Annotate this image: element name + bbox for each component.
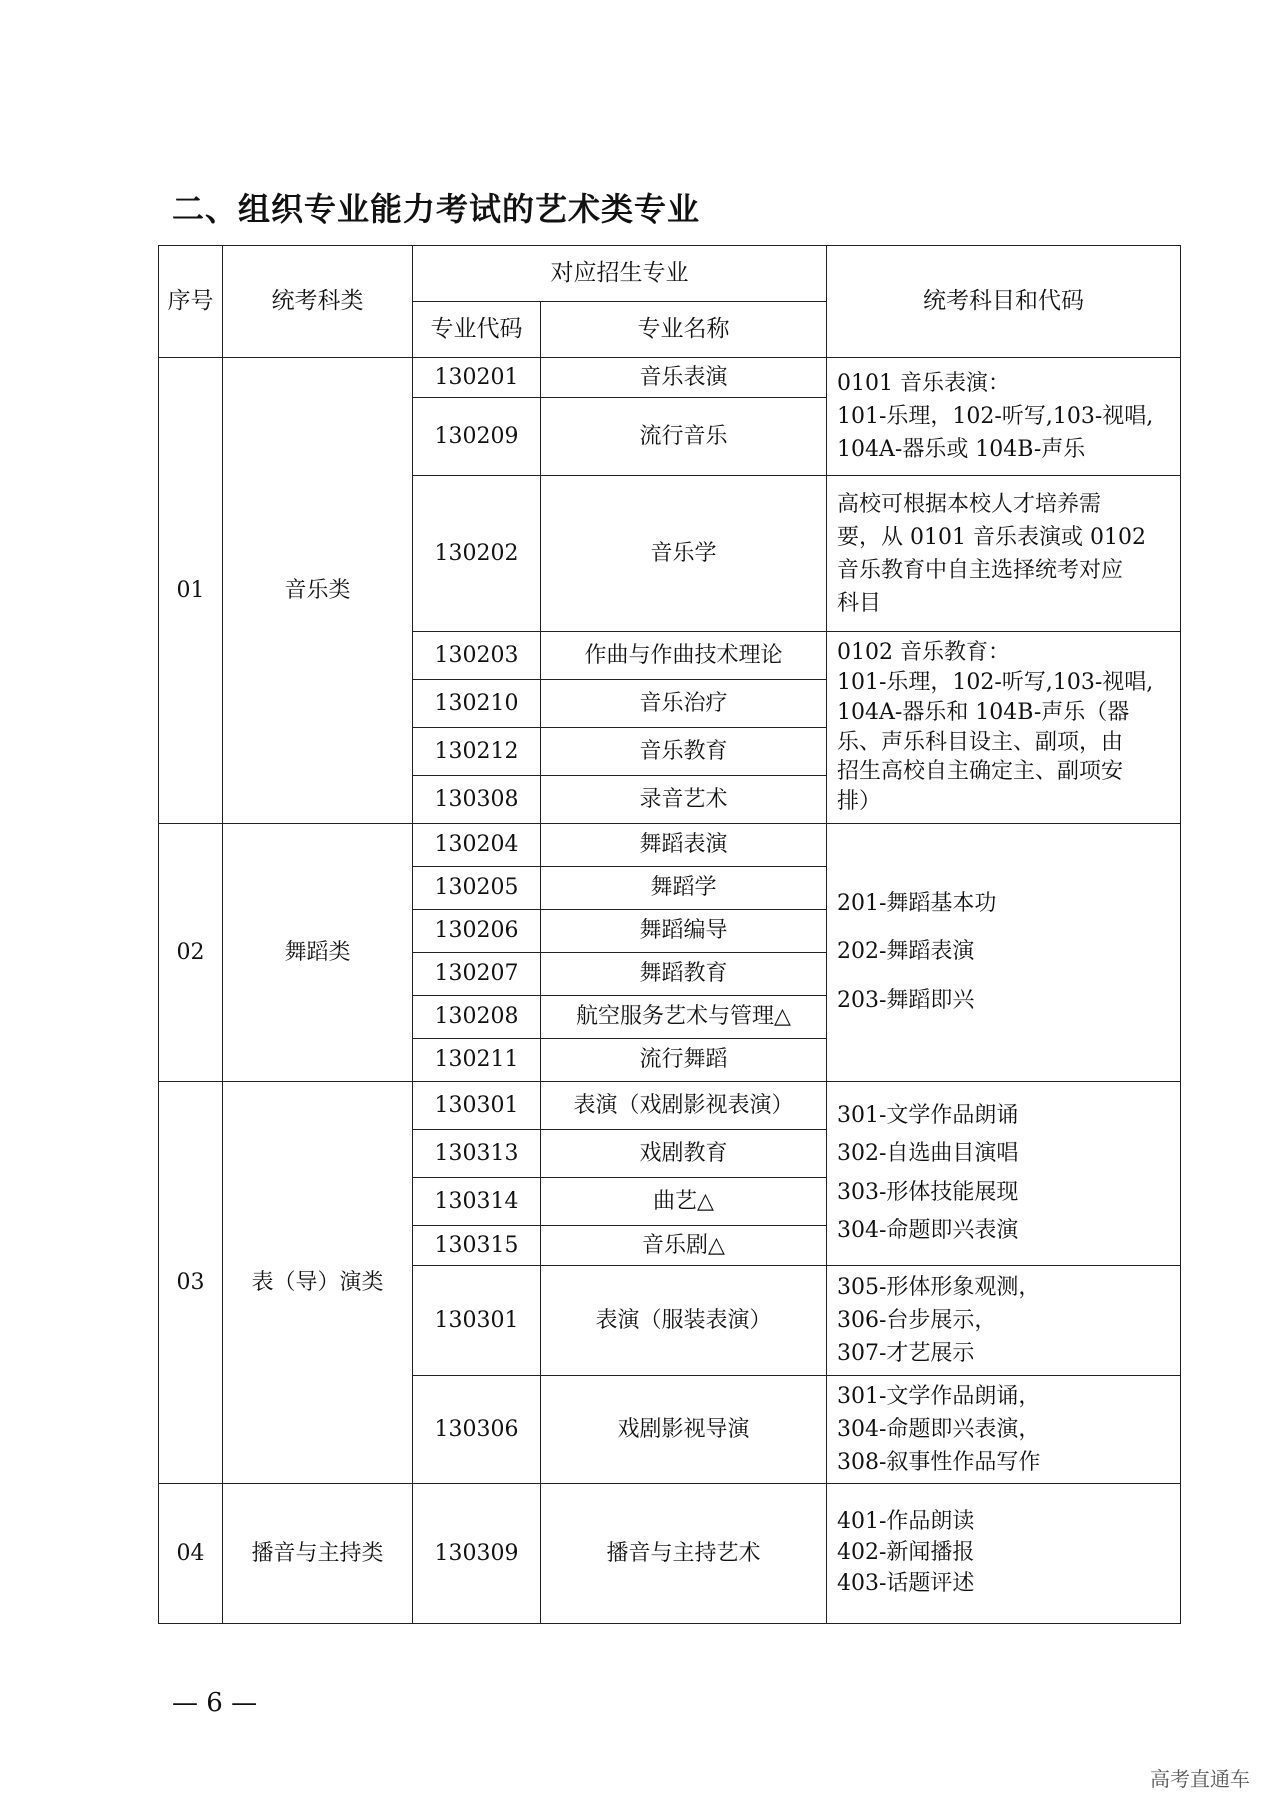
subjects-cell: 301-文学作品朗诵 302-自选曲目演唱 303-形体技能展现 304-命题即兴表演 xyxy=(827,1082,1181,1266)
major-code: 130212 xyxy=(413,728,541,776)
table-row xyxy=(159,1082,1181,1130)
page-number: — 6 — xyxy=(172,1688,258,1718)
category-cell: 播音与主持类 xyxy=(223,1484,413,1624)
major-name: 音乐教育 xyxy=(541,728,827,776)
subjects-cell: 0101 音乐表演： 101-乐理，102-听写,103-视唱, 104A-器乐或 104B-声乐 xyxy=(827,358,1181,476)
major-code: 130208 xyxy=(413,996,541,1039)
major-name: 流行舞蹈 xyxy=(541,1039,827,1082)
major-name: 戏剧影视导演 xyxy=(541,1376,827,1484)
major-code: 130201 xyxy=(413,358,541,398)
major-name: 舞蹈表演 xyxy=(541,824,827,867)
major-name: 录音艺术 xyxy=(541,776,827,824)
major-code: 130203 xyxy=(413,632,541,680)
category-cell: 音乐类 xyxy=(223,358,413,824)
art-majors-table xyxy=(158,245,1181,1624)
header-major-group: 对应招生专业 xyxy=(413,246,827,302)
subjects-cell: 201-舞蹈基本功 202-舞蹈表演 203-舞蹈即兴 xyxy=(827,824,1181,1082)
subjects-cell: 高校可根据本校人才培养需 要，从 0101 音乐表演或 0102 音乐教育中自主选择统考对应 科目 xyxy=(827,476,1181,632)
major-code: 130301 xyxy=(413,1082,541,1130)
major-name: 舞蹈编导 xyxy=(541,910,827,953)
watermark: 高考直通车 xyxy=(1150,1767,1250,1791)
major-code: 130210 xyxy=(413,680,541,728)
major-code: 130313 xyxy=(413,1130,541,1178)
subjects-cell: 0102 音乐教育： 101-乐理，102-听写,103-视唱, 104A-器乐和 104B-声乐（器 乐、声乐科目设主、副项，由 招生高校自主确定主、副项安 排） xyxy=(827,632,1181,824)
category-cell: 舞蹈类 xyxy=(223,824,413,1082)
table-row xyxy=(159,358,1181,398)
major-name: 戏剧教育 xyxy=(541,1130,827,1178)
seq-cell: 03 xyxy=(159,1082,223,1484)
subjects-cell: 301-文学作品朗诵， 304-命题即兴表演， 308-叙事性作品写作 xyxy=(827,1376,1181,1484)
major-code: 130309 xyxy=(413,1484,541,1624)
major-code: 130314 xyxy=(413,1178,541,1226)
major-name: 曲艺△ xyxy=(541,1178,827,1226)
seq-cell: 04 xyxy=(159,1484,223,1624)
major-code: 130202 xyxy=(413,476,541,632)
major-code: 130204 xyxy=(413,824,541,867)
major-code: 130205 xyxy=(413,867,541,910)
category-cell: 表（导）演类 xyxy=(223,1082,413,1484)
major-code: 130207 xyxy=(413,953,541,996)
major-code: 130306 xyxy=(413,1376,541,1484)
subjects-cell: 305-形体形象观测， 306-台步展示， 307-才艺展示 xyxy=(827,1266,1181,1376)
major-code: 130206 xyxy=(413,910,541,953)
major-name: 作曲与作曲技术理论 xyxy=(541,632,827,680)
major-code: 130301 xyxy=(413,1266,541,1376)
major-name: 舞蹈教育 xyxy=(541,953,827,996)
header-subjects: 统考科目和代码 xyxy=(827,246,1181,358)
seq-cell: 01 xyxy=(159,358,223,824)
major-code: 130209 xyxy=(413,398,541,476)
major-code: 130308 xyxy=(413,776,541,824)
major-name: 播音与主持艺术 xyxy=(541,1484,827,1624)
major-name: 音乐剧△ xyxy=(541,1226,827,1266)
subjects-cell: 401-作品朗读 402-新闻播报 403-话题评述 xyxy=(827,1484,1181,1624)
major-name: 音乐学 xyxy=(541,476,827,632)
table-row xyxy=(159,1484,1181,1624)
seq-cell: 02 xyxy=(159,824,223,1082)
header-category: 统考科类 xyxy=(223,246,413,358)
major-name: 音乐表演 xyxy=(541,358,827,398)
major-name: 航空服务艺术与管理△ xyxy=(541,996,827,1039)
major-name: 表演（服装表演） xyxy=(541,1266,827,1376)
header-major-name: 专业名称 xyxy=(541,302,827,358)
major-code: 130211 xyxy=(413,1039,541,1082)
section-heading: 二、组织专业能力考试的艺术类专业 xyxy=(172,190,701,228)
major-name: 表演（戏剧影视表演） xyxy=(541,1082,827,1130)
table-row xyxy=(159,824,1181,867)
major-name: 流行音乐 xyxy=(541,398,827,476)
header-seq: 序号 xyxy=(159,246,223,358)
major-name: 舞蹈学 xyxy=(541,867,827,910)
major-name: 音乐治疗 xyxy=(541,680,827,728)
major-code: 130315 xyxy=(413,1226,541,1266)
header-major-code: 专业代码 xyxy=(413,302,541,358)
